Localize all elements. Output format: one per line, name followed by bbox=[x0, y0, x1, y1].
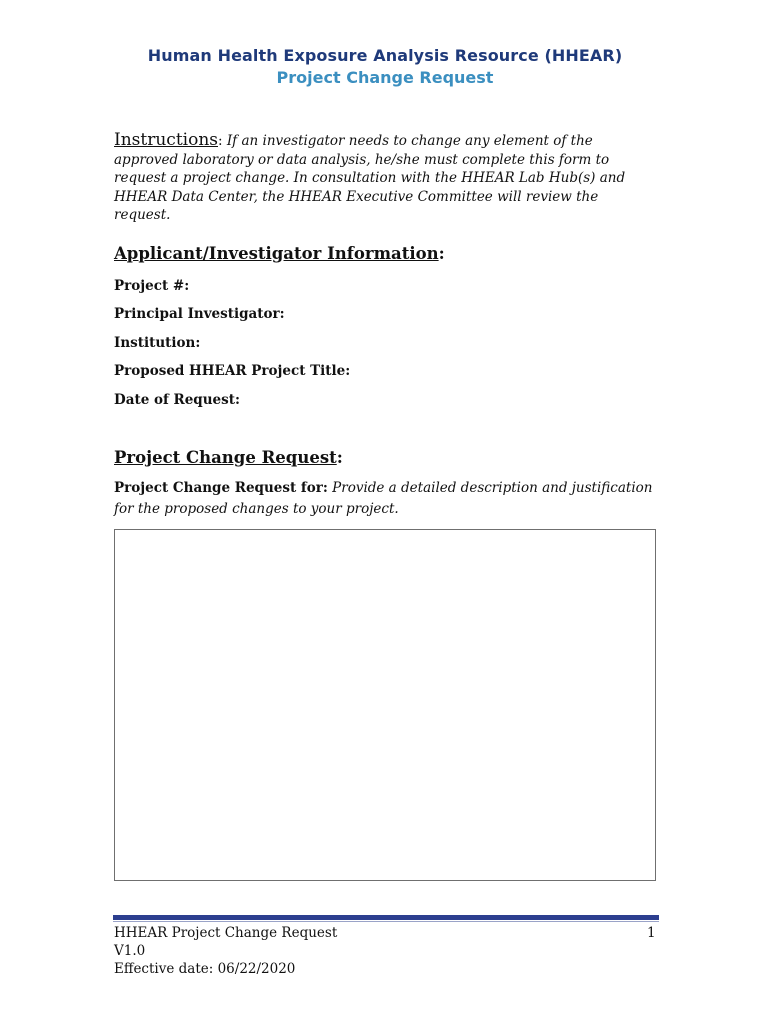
field-project-number: Project #: bbox=[114, 278, 190, 294]
footer-doc-name: HHEAR Project Change Request bbox=[114, 925, 338, 941]
applicant-heading-colon: : bbox=[438, 244, 445, 263]
document-header bbox=[0, 45, 770, 89]
change-request-heading-text: Project Change Request bbox=[114, 448, 337, 467]
instructions-text: If an investigator needs to change any element of the approved laboratory or data analysis, he/she must complete this form to request a project change. In consultation with the HHEAR Lab Hub(s) and HHEAR Data Center, the HHEAR Executive Committee will review the request. bbox=[114, 133, 626, 224]
applicant-heading-text: Applicant/Investigator Information bbox=[114, 244, 439, 263]
footer-effective-date: Effective date: 06/22/2020 bbox=[114, 961, 296, 977]
document-title: Human Health Exposure Analysis Resource (HHEAR) bbox=[147, 46, 623, 65]
field-project-title: Proposed HHEAR Project Title: bbox=[114, 363, 351, 379]
change-request-text-box[interactable] bbox=[114, 529, 656, 881]
field-date-of-request: Date of Request: bbox=[114, 392, 240, 408]
field-principal-investigator: Principal Investigator: bbox=[114, 306, 285, 322]
footer-version: V1.0 bbox=[114, 943, 146, 959]
footer-rule bbox=[113, 915, 659, 920]
change-request-heading-colon: : bbox=[336, 448, 343, 467]
footer-rule-thin bbox=[113, 921, 659, 922]
footer-info bbox=[114, 924, 337, 978]
instructions-colon: : bbox=[218, 133, 223, 149]
instructions-label: Instructions bbox=[114, 130, 218, 150]
instructions-paragraph bbox=[114, 131, 644, 225]
change-request-description: Provide a detailed description and justification for the proposed changes to your project. bbox=[114, 480, 653, 517]
document-subtitle: Project Change Request bbox=[276, 68, 494, 87]
change-request-prompt bbox=[114, 478, 659, 520]
field-institution: Institution: bbox=[114, 335, 201, 351]
applicant-section-heading bbox=[114, 244, 445, 263]
change-request-section-heading bbox=[114, 448, 343, 467]
change-request-label: Project Change Request for: bbox=[114, 480, 328, 496]
page-number: 1 bbox=[647, 925, 656, 941]
